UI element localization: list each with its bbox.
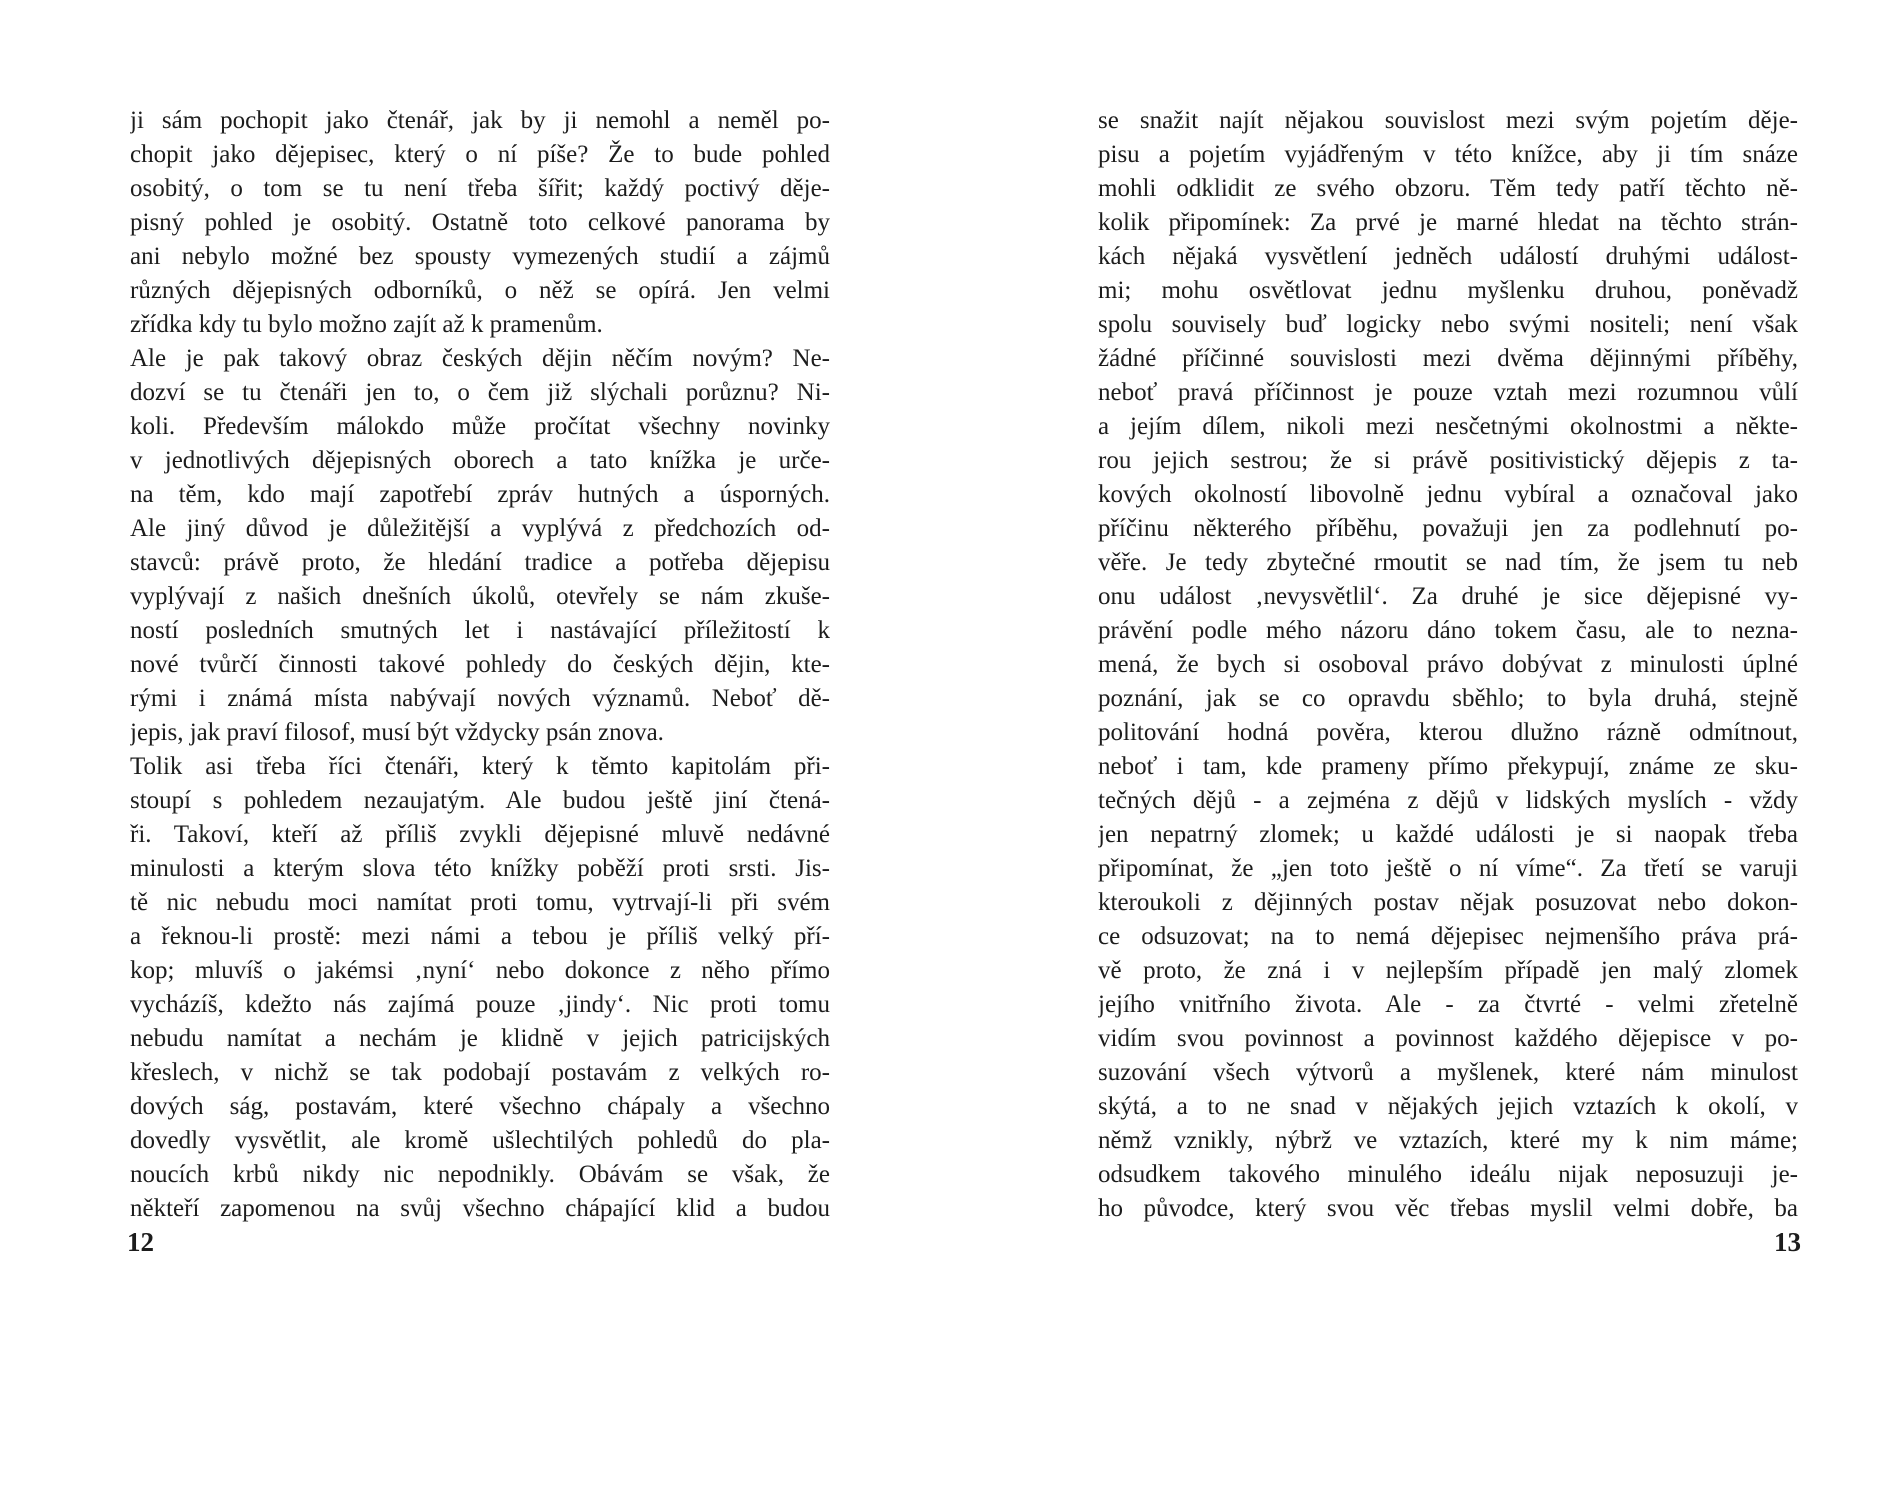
text-line: někteří zapomenou na svůj všechno chápající klid a budou xyxy=(130,1195,830,1222)
text-line: němž vznikly, nýbrž ve vztazích, které my k nim máme; xyxy=(1098,1127,1798,1154)
text-line: ho původce, který svou věc třebas myslil velmi dobře, ba xyxy=(1098,1195,1798,1222)
text-line: jepis, jak praví filosof, musí být vždycky psán znova. xyxy=(130,719,664,746)
text-line: pisný pohled je osobitý. Ostatně toto celkové panorama by xyxy=(130,209,830,236)
text-line: vě proto, že zná i v nejlepším případě jen malý zlomek xyxy=(1098,957,1798,984)
text-line: kop; mluvíš o jakémsi ‚nyní‘ nebo dokonce z něho přímo xyxy=(130,957,830,984)
text-line: noucích krbů nikdy nic nepodnikly. Obávám se však, že xyxy=(130,1161,830,1188)
text-line: nové tvůrčí činnosti takové pohledy do českých dějin, kte- xyxy=(130,651,830,678)
text-line: jen nepatrný zlomek; u každé události je si naopak třeba xyxy=(1098,821,1798,848)
text-line: připomínat, že „jen toto ještě o ní víme“. Za třetí se varuji xyxy=(1098,855,1798,882)
text-line: různých dějepisných odborníků, o něž se opírá. Jen velmi xyxy=(130,277,830,304)
text-line: Tolik asi třeba říci čtenáři, který k těmto kapitolám při- xyxy=(130,753,830,780)
text-line: politování hodná pověra, kterou dlužno rázně odmítnout, xyxy=(1098,719,1798,746)
text-line: na těm, kdo mají zapotřebí zpráv hutných a úsporných. xyxy=(130,481,830,508)
left-page-text xyxy=(130,104,830,1226)
text-line: vidím svou povinnost a povinnost každého dějepisce v po- xyxy=(1098,1025,1798,1052)
text-line: onu událost ‚nevysvětlil‘. Za druhé je sice dějepisné vy- xyxy=(1098,583,1798,610)
text-line: neboť pravá příčinnost je pouze vztah mezi rozumnou vůlí xyxy=(1098,379,1798,406)
right-page xyxy=(949,0,1898,1500)
text-line: věře. Je tedy zbytečné rmoutit se nad tím, že jsem tu neb xyxy=(1098,549,1798,576)
text-line: minulosti a kterým slova této knížky poběží proti srsti. Jis- xyxy=(130,855,830,882)
page-number: 12 xyxy=(127,1227,154,1257)
page-number: 13 xyxy=(1774,1227,1801,1257)
text-line: a jejím dílem, nikoli mezi nesčetnými okolnostmi a někte- xyxy=(1098,413,1798,440)
text-line: v jednotlivých dějepisných oborech a tato knížka je urče- xyxy=(130,447,830,474)
text-line: stoupí s pohledem nezaujatým. Ale budou ještě jiní čtená- xyxy=(130,787,830,814)
text-line: dozví se tu čtenáři jen to, o čem již slýchali porůznu? Ni- xyxy=(130,379,830,406)
text-line: mohli odklidit ze svého obzoru. Těm tedy patří těchto ně- xyxy=(1098,175,1798,202)
text-line: rými i známá místa nabývají nových významů. Neboť dě- xyxy=(130,685,830,712)
text-line: tě nic nebudu moci namítat proti tomu, vytrvají-li při svém xyxy=(130,889,830,916)
text-line: se snažit najít nějakou souvislost mezi svým pojetím děje- xyxy=(1098,107,1798,134)
text-line: vycházíš, kdežto nás zajímá pouze ‚jindy‘. Nic proti tomu xyxy=(130,991,830,1018)
text-line: dovedly vysvětlit, ale kromě ušlechtilých pohledů do pla- xyxy=(130,1127,830,1154)
text-line: ři. Takoví, kteří až příliš zvykli dějepisné mluvě nedávné xyxy=(130,821,830,848)
text-line: jejího vnitřního života. Ale - za čtvrté - velmi zřetelně xyxy=(1098,991,1798,1018)
text-line: ce odsuzovat; na to nemá dějepisec nejmenšího práva prá- xyxy=(1098,923,1798,950)
text-line: osobitý, o tom se tu není třeba šířit; každý poctivý děje- xyxy=(130,175,830,202)
text-line: kových okolností libovolně jednu vybíral a označoval jako xyxy=(1098,481,1798,508)
text-line: Ale je pak takový obraz českých dějin něčím novým? Ne- xyxy=(130,345,830,372)
text-line: nebudu namítat a nechám je klidně v jejich patricijských xyxy=(130,1025,830,1052)
text-line: ji sám pochopit jako čtenář, jak by ji nemohl a neměl po- xyxy=(130,107,830,134)
text-line: skýtá, a to ne snad v nějakých jejich vztazích k okolí, v xyxy=(1098,1093,1798,1120)
text-line: a řeknou-li prostě: mezi námi a tebou je příliš velký pří- xyxy=(130,923,830,950)
text-line: žádné příčinné souvislosti mezi dvěma dějinnými příběhy, xyxy=(1098,345,1798,372)
text-line: mi; mohu osvětlovat jednu myšlenku druhou, poněvadž xyxy=(1098,277,1798,304)
text-line: dových ság, postavám, které všechno chápaly a všechno xyxy=(130,1093,830,1120)
text-line: Ale jiný důvod je důležitější a vyplývá z předchozích od- xyxy=(130,515,830,542)
right-page-text xyxy=(1098,104,1798,1226)
text-line: křeslech, v nichž se tak podobají postavám z velkých ro- xyxy=(130,1059,830,1086)
text-line: právění podle mého názoru dáno tokem času, ale to nezna- xyxy=(1098,617,1798,644)
text-line: kteroukoli z dějinných postav nějak posuzovat nebo dokon- xyxy=(1098,889,1798,916)
text-line: příčinu některého příběhu, považuji jen za podlehnutí po- xyxy=(1098,515,1798,542)
text-line: ani nebylo možné bez spousty vymezených studií a zájmů xyxy=(130,243,830,270)
text-line: chopit jako dějepisec, který o ní píše? Že to bude pohled xyxy=(130,141,830,168)
text-line: koli. Především málokdo může pročítat všechny novinky xyxy=(130,413,830,440)
text-line: suzování všech výtvorů a myšlenek, které nám minulost xyxy=(1098,1059,1798,1086)
text-line: neboť i tam, kde prameny přímo překypují, známe ze sku- xyxy=(1098,753,1798,780)
text-line: spolu souvisely buď logicky nebo svými nositeli; není však xyxy=(1098,311,1798,338)
text-line: tečných dějů - a zejména z dějů v lidských myslích - vždy xyxy=(1098,787,1798,814)
text-line: pisu a pojetím vyjádřeným v této knížce, aby ji tím snáze xyxy=(1098,141,1798,168)
text-line: odsudkem takového minulého ideálu nijak neposuzuji je- xyxy=(1098,1161,1798,1188)
text-line: kách nějaká vysvětlení jedněch událostí druhými událost- xyxy=(1098,243,1798,270)
text-line: stavců: právě proto, že hledání tradice a potřeba dějepisu xyxy=(130,549,830,576)
text-line: zřídka kdy tu bylo možno zajít až k pramenům. xyxy=(130,311,603,338)
text-line: ností posledních smutných let i nastávající příležitostí k xyxy=(130,617,830,644)
text-line: vyplývají z našich dnešních úkolů, otevřely se nám zkuše- xyxy=(130,583,830,610)
text-line: poznání, jak se co opravdu sběhlo; to byla druhá, stejně xyxy=(1098,685,1798,712)
text-line: mená, že bych si osoboval právo dobývat z minulosti úplné xyxy=(1098,651,1798,678)
text-line: rou jejich sestrou; že si právě positivistický dějepis z ta- xyxy=(1098,447,1798,474)
text-line: kolik připomínek: Za prvé je marné hledat na těchto strán- xyxy=(1098,209,1798,236)
